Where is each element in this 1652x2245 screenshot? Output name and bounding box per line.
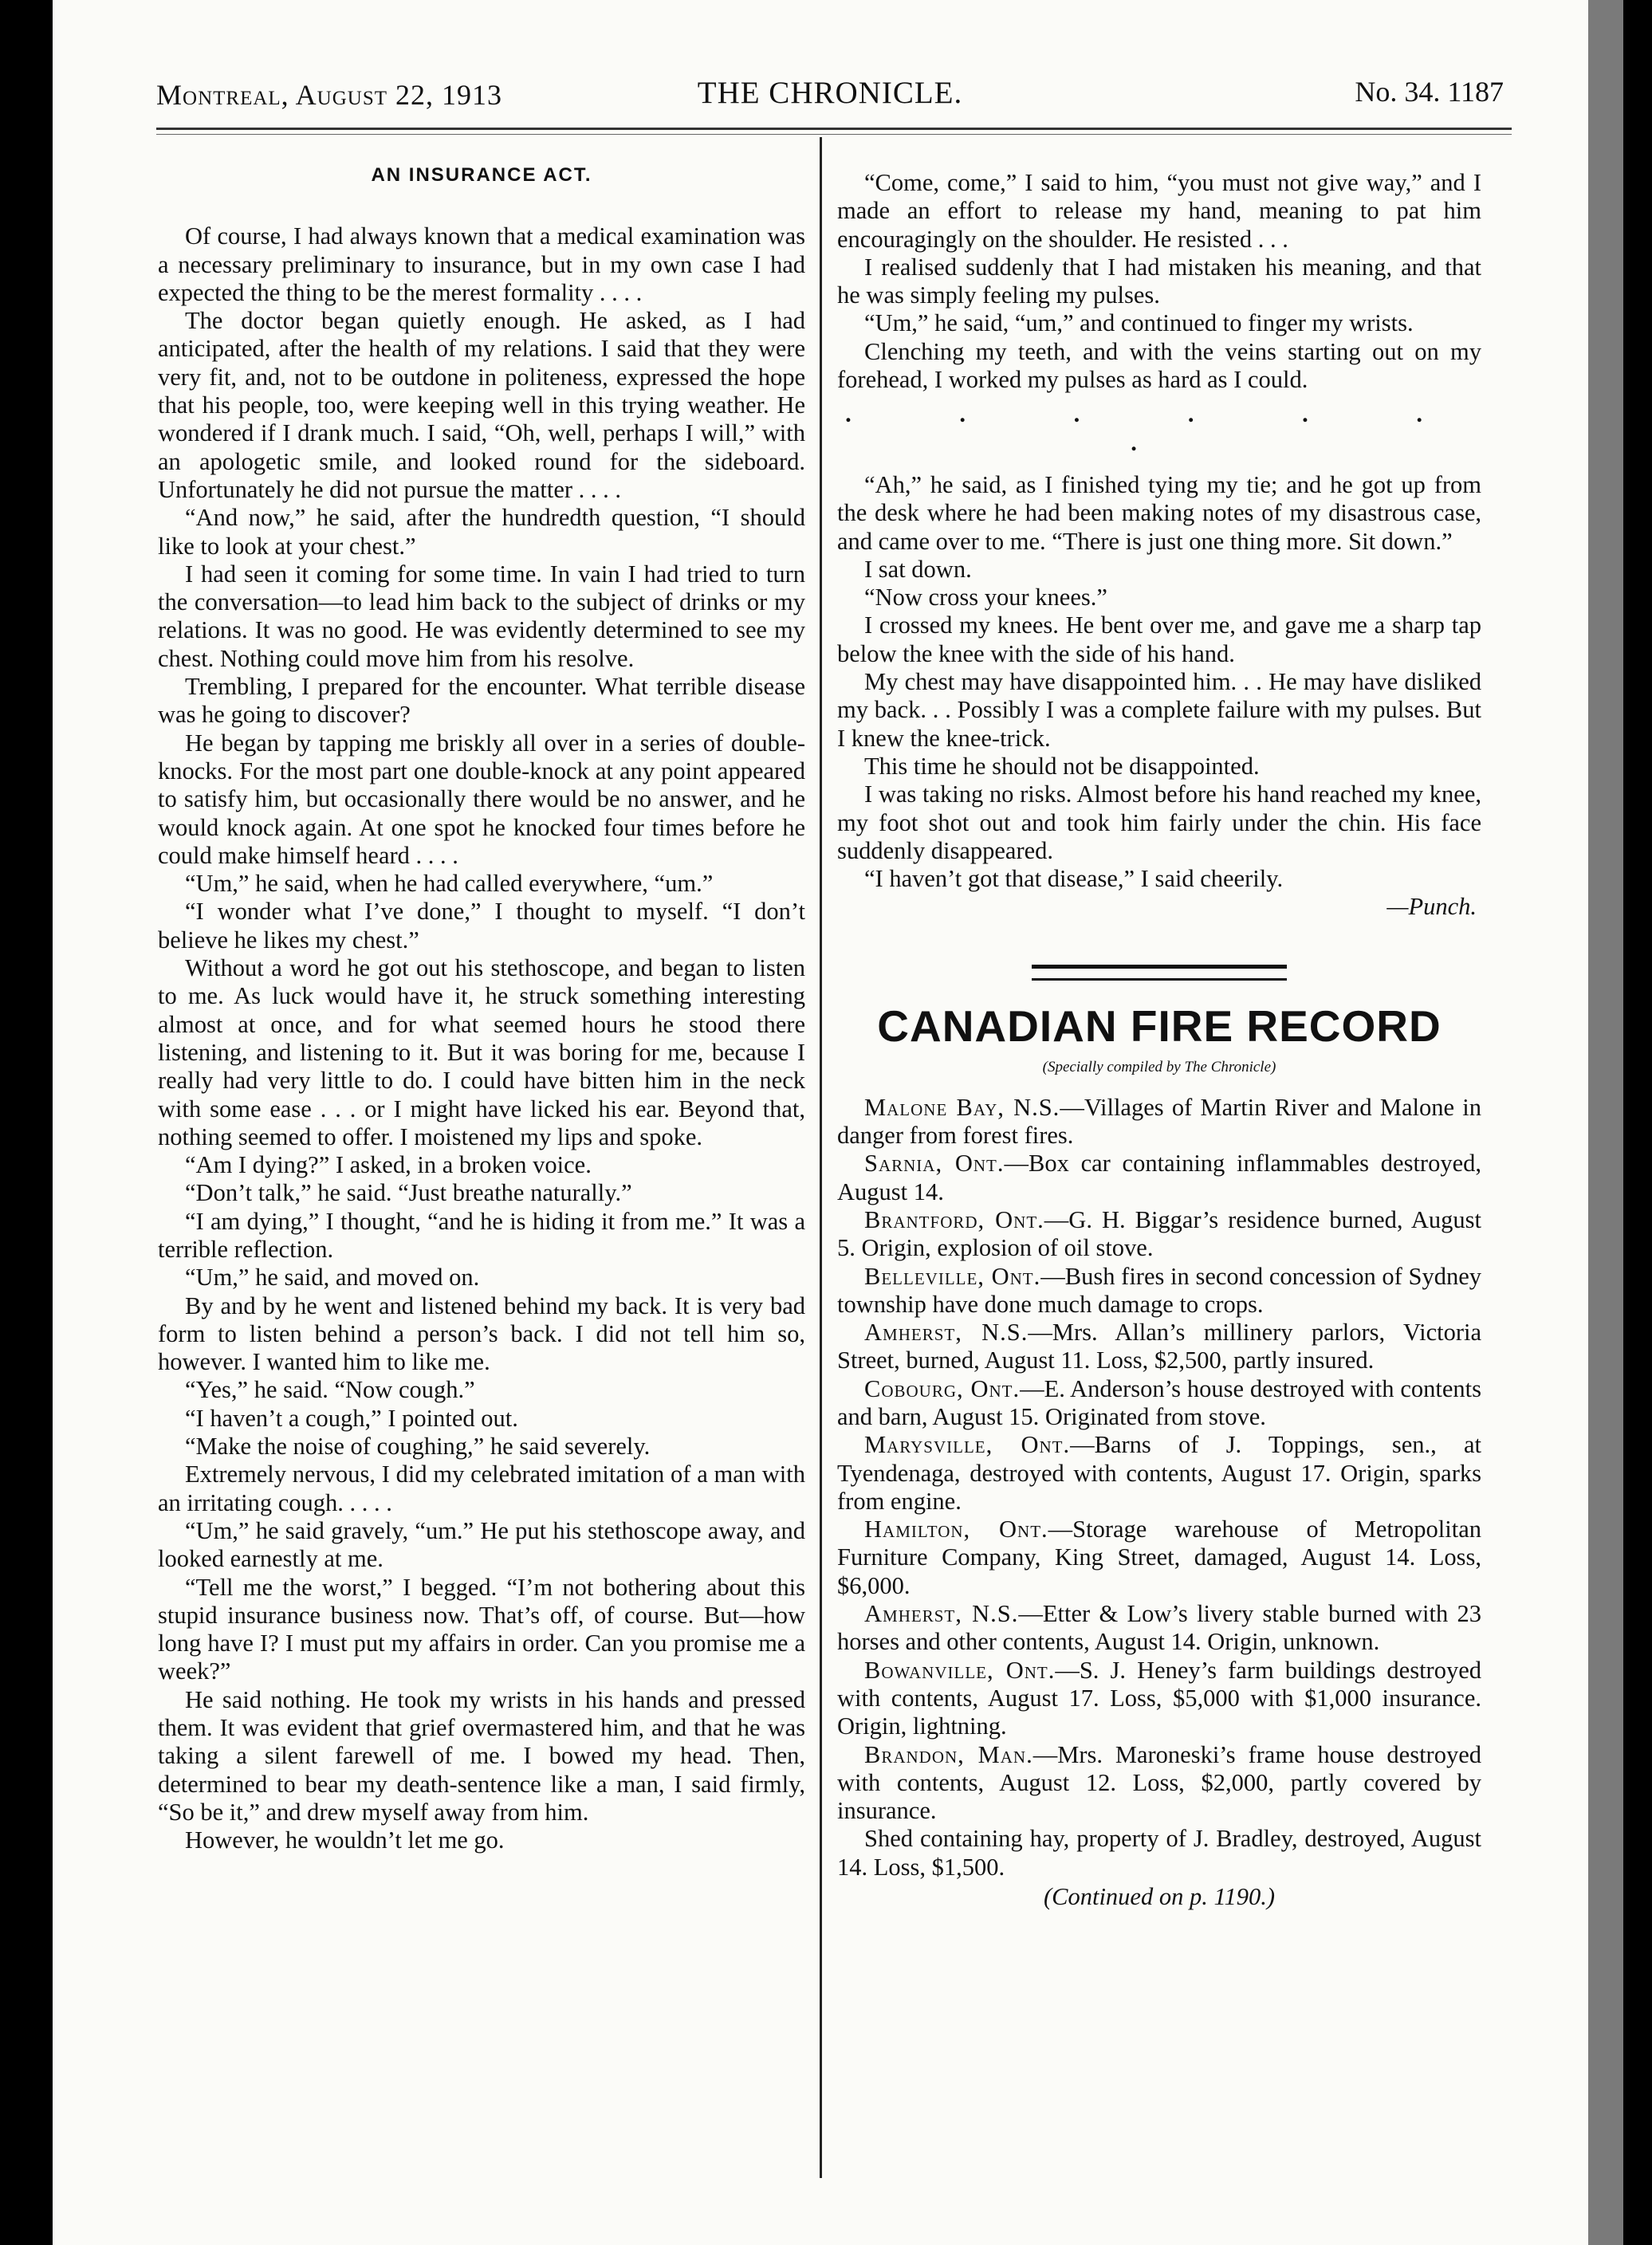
fire-record-place: Marysville, Ont. [864, 1431, 1071, 1459]
article-paragraph: “Now cross your knees.” [864, 584, 1107, 611]
article-body-right-a [837, 169, 1481, 394]
fire-record-text: —G. H. Biggar’s residence burned, August 5. Origin, explosion of oil stove. [837, 1205, 1481, 1262]
article-paragraph: Trembling, I prepared for the encounter. What terrible disease was he going to discover? [158, 673, 805, 729]
fire-record-text: —Storage warehouse of Metropolitan Furniture Company, King Street, damaged, August 14. Loss, $6,000. [837, 1516, 1481, 1599]
article-paragraph: I realised suddenly that I had mistaken his meaning, and that he was simply feeling my pulses. [837, 253, 1481, 309]
article-paragraph: “Um,” he said, and moved on. [185, 1264, 480, 1292]
column-divider [820, 137, 822, 2178]
article-paragraph: I had seen it coming for some time. In vain I had tried to turn the conversation—to lead him back to the subject of drinks or my relations. It was no good. He was evidently determined to see my chest. Nothing could move him from his resolve. [158, 560, 805, 672]
fire-record-place: Belleville, Ont. [864, 1262, 1041, 1290]
fire-record-place: Malone Bay, N.S. [864, 1093, 1060, 1121]
fire-record-text: —Mrs. Maroneski’s frame house destroyed with contents, August 12. Loss, $2,000, partly covered by insurance. [837, 1740, 1481, 1825]
fire-record-place: Bowanville, Ont. [864, 1656, 1056, 1684]
left-column [158, 156, 805, 1855]
fire-record-entry [837, 1741, 1481, 1826]
fire-record-place: Amherst, N.S. [864, 1319, 1029, 1347]
fire-record-text: —Box car containing inflammables destroyed, August 14. [837, 1150, 1482, 1205]
fire-record-text: Shed containing hay, property of J. Bradley, destroyed, August 14. Loss, $1,500. [837, 1825, 1481, 1881]
fire-record-entry [837, 1431, 1481, 1516]
article-paragraph: He said nothing. He took my wrists in his hands and pressed them. It was evident that grief overmastered him, and that he was taking a silent farewell of me. I bowed my head. Then, determined to bear my death-sentence like a man, I said firmly, “So be it,” and drew myself away from him. [158, 1685, 805, 1826]
article-paragraph: This time he should not be disappointed. [864, 752, 1260, 780]
article-paragraph: “I wonder what I’ve done,” I thought to myself. “I don’t believe he likes my chest.” [158, 898, 805, 953]
article-paragraph: “Yes,” he said. “Now cough.” [185, 1376, 475, 1404]
article-title: AN INSURANCE ACT. [371, 164, 592, 186]
section-break-dots: . . . . . . . [845, 400, 1473, 456]
header-masthead: THE CHRONICLE. [697, 76, 963, 110]
fire-record-entry [837, 1600, 1481, 1657]
fire-record-text: —E. Anderson’s house destroyed with contents and barn, August 15. Originated from stove. [837, 1374, 1481, 1430]
fire-record-place: Brantford, Ont. [864, 1205, 1044, 1233]
header-dateline: Montreal, August 22, 1913 [156, 79, 503, 111]
article-paragraph: Of course, I had always known that a medical examination was a necessary preliminary to insurance, but in my own case I had expected the thing to be the merest formality . . . . [158, 222, 805, 306]
fire-record-text: —Villages of Martin River and Malone in danger from forest fires. [837, 1093, 1481, 1150]
article-paragraph: He began by tapping me briskly all over in a series of double-knocks. For the most part one double-knock at any point appeared to satisfy him, but occasionally there would be no answer, and he would knock again. At one spot he knocked four times before he could make himself heard . . . . [158, 729, 805, 869]
header-rule [156, 128, 1512, 130]
newspaper-page [53, 0, 1588, 2245]
section-rule [1032, 965, 1287, 981]
fire-record-text: —Mrs. Allan’s millinery parlors, Victoria Street, burned, August 11. Loss, $2,500, partly insured. [837, 1319, 1481, 1374]
article-paragraph: Without a word he got out his stethoscope, and began to listen to me. As luck would have it, he struck something interesting almost at once, and for what seemed hours he stood there listening, and listening to it. But it was boring for me, because I really had very little to do. I could have bitten him in the neck with some ease . . . or I might have licked his ear. Beyond that, nothing seemed to offer. I moistened my lips and spoke. [158, 954, 805, 1150]
article-paragraph: Extremely nervous, I did my celebrated imitation of a man with an irritating cough. . . . . [158, 1461, 805, 1516]
article-paragraph: I crossed my knees. He bent over me, and gave me a sharp tap below the knee with the side of his hand. [837, 611, 1481, 667]
article-paragraph: However, he wouldn’t let me go. [185, 1826, 505, 1854]
article-paragraph: “Am I dying?” I asked, in a broken voice. [185, 1151, 592, 1179]
fire-record-entry [837, 1825, 1481, 1881]
article-paragraph: “I haven’t a cough,” I pointed out. [185, 1404, 518, 1432]
fire-record-entry [837, 1094, 1481, 1150]
fire-record-place: Hamilton, Ont. [864, 1516, 1048, 1543]
fire-record-entry [837, 1206, 1481, 1263]
header-rule-thin [156, 134, 1512, 135]
page-edge [1588, 0, 1623, 2245]
fire-record-place: Cobourg, Ont. [864, 1374, 1021, 1402]
right-column [837, 169, 1481, 1911]
fire-record-text: —Etter & Low’s livery stable burned with 23 horses and other contents, August 14. Origin, unknown. [837, 1600, 1481, 1656]
article-paragraph: “Um,” he said, when he had called everywhere, “um.” [185, 870, 714, 898]
fire-record-text: —Barns of J. Toppings, sen., at Tyendenaga, destroyed with contents, August 17. Origin, sparks from engine. [837, 1431, 1481, 1515]
fire-record-subtitle: (Specially compiled by The Chronicle) [1042, 1058, 1276, 1075]
continued-note: (Continued on p. 1190.) [1043, 1883, 1275, 1911]
article-paragraph: Clenching my teeth, and with the veins starting out on my forehead, I worked my pulses as hard as I could. [837, 337, 1481, 394]
article-paragraph: “Come, come,” I said to him, “you must not give way,” and I made an effort to release my hand, meaning to pat him encouragingly on the shoulder. He resisted . . . [837, 169, 1481, 253]
article-paragraph: “I haven’t got that disease,” I said cheerily. [864, 865, 1284, 893]
fire-record-entry [837, 1263, 1481, 1319]
article-paragraph: My chest may have disappointed him. . . He may have disliked my back. . . Possibly I was a complete failure with my pulses. But I knew the knee-trick. [837, 668, 1481, 752]
article-body-right-b [837, 471, 1481, 893]
article-paragraph: “Ah,” he said, as I finished tying my tie; and he got up from the desk where he had been making notes of my disastrous case, and came over to me. “There is just one thing more. Sit down.” [837, 470, 1481, 555]
article-paragraph: “Make the noise of coughing,” he said severely. [185, 1433, 651, 1461]
fire-record-list [837, 1094, 1481, 1881]
fire-record-entry [837, 1375, 1481, 1432]
article-paragraph: “And now,” he said, after the hundredth question, “I should like to look at your chest.” [158, 504, 805, 560]
fire-record-title: CANADIAN FIRE RECORD [877, 1001, 1442, 1051]
fire-record-place: Amherst, N.S. [864, 1600, 1019, 1628]
fire-record-place: Brandon, Man. [864, 1740, 1033, 1768]
fire-record-place: Sarnia, Ont. [864, 1150, 1005, 1178]
article-paragraph: By and by he went and listened behind my back. It is very bad form to listen behind a person’s back. I did not tell him so, however. I wanted him to like me. [158, 1292, 805, 1376]
article-body-left [158, 222, 805, 1854]
header-page-number: No. 34. 1187 [1355, 76, 1504, 108]
article-paragraph: The doctor began quietly enough. He asked, as I had anticipated, after the health of my relations. I said that they were very fit, and, not to be outdone in politeness, expressed the hope that his people, too, were keeping well in this trying weather. He wondered if I drank much. I said, “Oh, well, perhaps I will,” with an apologetic smile, and looked round for the sideboard. Unfortunately he did not pursue the matter . . . . [158, 307, 805, 503]
article-source: —Punch. [1386, 893, 1477, 921]
article-paragraph: “Um,” he said gravely, “um.” He put his stethoscope away, and looked earnestly at me. [158, 1516, 805, 1573]
article-paragraph: I sat down. [864, 555, 972, 583]
article-paragraph: “Tell me the worst,” I begged. “I’m not bothering about this stupid insurance business now. That’s off, of course. But—how long have I? I must put my affairs in order. Can you promise me a week?” [158, 1573, 805, 1685]
fire-record-text: —Bush fires in second concession of Sydney township have done much damage to crops. [837, 1262, 1481, 1318]
article-paragraph: “I am dying,” I thought, “and he is hiding it from me.” It was a terrible reflection. [158, 1207, 805, 1263]
article-paragraph: I was taking no risks. Almost before his hand reached my knee, my foot shot out and took him fairly under the chin. His face suddenly disappeared. [837, 780, 1481, 864]
fire-record-entry [837, 1150, 1481, 1206]
fire-record-entry [837, 1516, 1481, 1600]
page-header [156, 70, 1504, 118]
article-paragraph: “Don’t talk,” he said. “Just breathe naturally.” [185, 1179, 632, 1207]
fire-record-text: —S. J. Heney’s farm buildings destroyed with contents, August 17. Loss, $5,000 with $1,000 insurance. Origin, lightning. [837, 1656, 1482, 1740]
article-paragraph: “Um,” he said, “um,” and continued to finger my wrists. [864, 309, 1414, 337]
fire-record-entry [837, 1657, 1481, 1741]
fire-record-entry [837, 1319, 1481, 1375]
